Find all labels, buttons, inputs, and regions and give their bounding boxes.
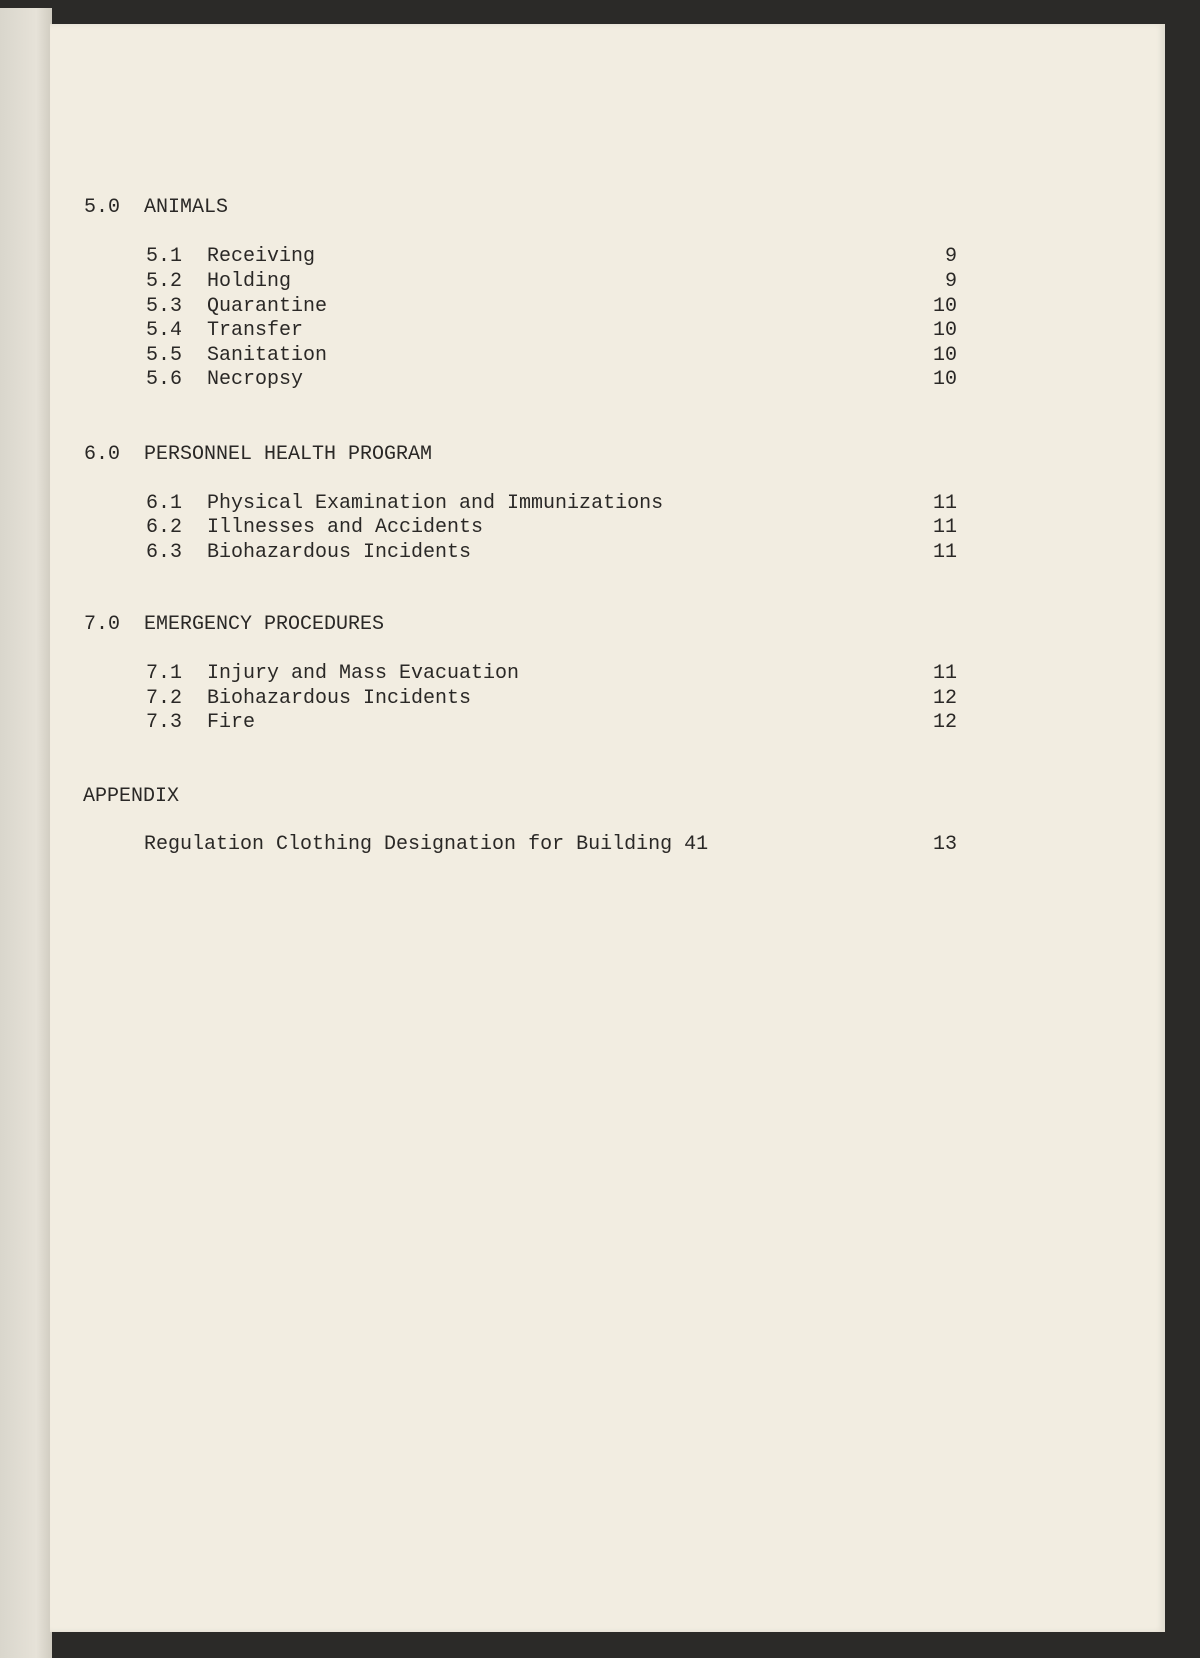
page-number: 9 xyxy=(944,270,957,293)
subsection-title: Receiving xyxy=(207,245,316,268)
page-number: 11 xyxy=(932,541,957,564)
section-number: 6.0 xyxy=(84,443,121,466)
page-number: 9 xyxy=(944,245,957,268)
subsection-number: 5.4 xyxy=(146,319,183,342)
section-title: PERSONNEL HEALTH PROGRAM xyxy=(144,443,433,466)
subsection-number: 5.5 xyxy=(146,344,183,367)
section-number: 5.0 xyxy=(84,196,121,219)
subsection-title: Biohazardous Incidents xyxy=(207,541,472,564)
page-number: 11 xyxy=(932,516,957,539)
page-number: 13 xyxy=(932,833,957,856)
subsection-title: Quarantine xyxy=(207,295,328,318)
page-number: 10 xyxy=(932,368,957,391)
section-number: 7.0 xyxy=(84,613,121,636)
subsection-number: 7.1 xyxy=(146,662,183,685)
subsection-number: 5.3 xyxy=(146,295,183,318)
page-number: 12 xyxy=(932,687,957,710)
subsection-title: Injury and Mass Evacuation xyxy=(207,662,520,685)
subsection-number: 6.3 xyxy=(146,541,183,564)
section-title: EMERGENCY PROCEDURES xyxy=(144,613,385,636)
subsection-title: Sanitation xyxy=(207,344,328,367)
subsection-number: 5.6 xyxy=(146,368,183,391)
subsection-title: Necropsy xyxy=(207,368,304,391)
subsection-title: Transfer xyxy=(207,319,304,342)
subsection-number: 6.1 xyxy=(146,492,183,515)
subsection-title: Holding xyxy=(207,270,292,293)
page-number: 10 xyxy=(932,319,957,342)
page-number: 11 xyxy=(932,662,957,685)
subsection-title: Illnesses and Accidents xyxy=(207,516,484,539)
page-number: 10 xyxy=(932,295,957,318)
adjacent-page-edge xyxy=(0,8,52,1658)
section-title: ANIMALS xyxy=(144,196,229,219)
subsection-title: Fire xyxy=(207,711,256,734)
page-number: 10 xyxy=(932,344,957,367)
subsection-title: Physical Examination and Immunizations xyxy=(207,492,664,515)
subsection-number: 5.1 xyxy=(146,245,183,268)
subsection-title: Biohazardous Incidents xyxy=(207,687,472,710)
appendix-heading: APPENDIX xyxy=(83,785,180,808)
appendix-item-title: Regulation Clothing Designation for Building 41 xyxy=(144,833,709,856)
subsection-number: 7.3 xyxy=(146,711,183,734)
page-number: 12 xyxy=(932,711,957,734)
subsection-number: 7.2 xyxy=(146,687,183,710)
page-number: 11 xyxy=(932,492,957,515)
subsection-number: 6.2 xyxy=(146,516,183,539)
subsection-number: 5.2 xyxy=(146,270,183,293)
